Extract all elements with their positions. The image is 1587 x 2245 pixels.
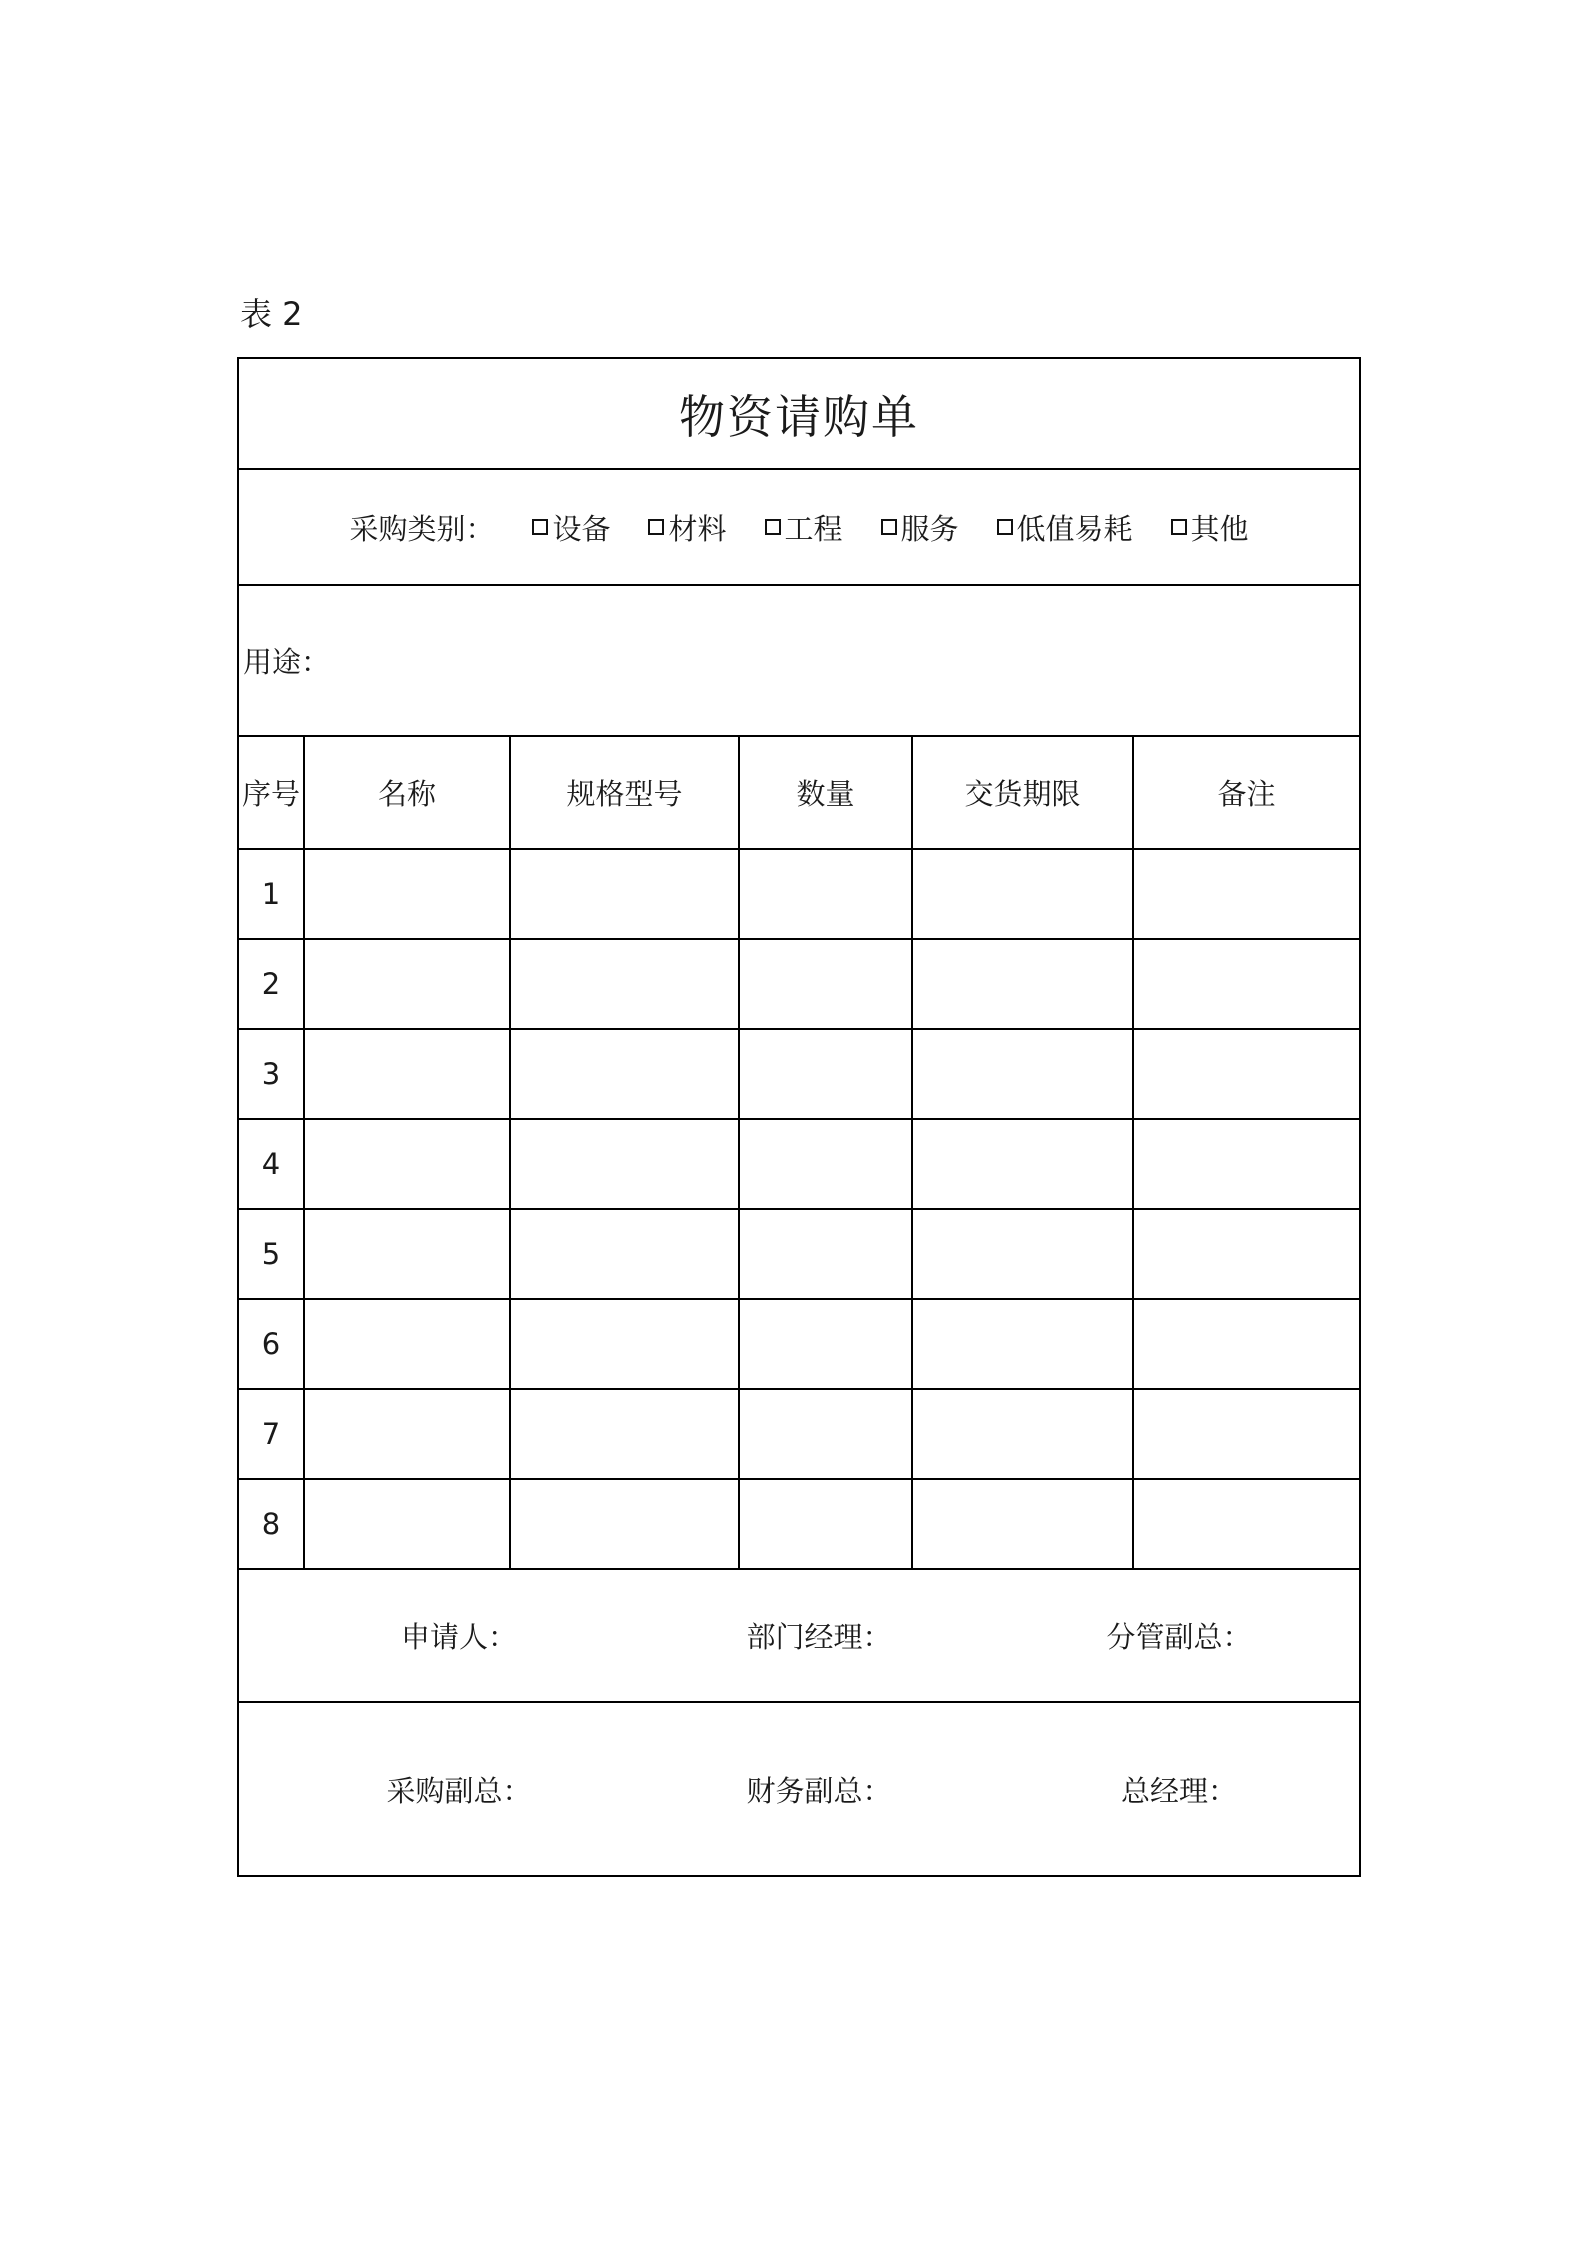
- category-option-other[interactable]: [1171, 507, 1249, 548]
- option-label: 低值易耗: [1016, 511, 1133, 546]
- cell-delivery[interactable]: [912, 1389, 1133, 1479]
- sig-general-manager-label: 总经理：: [1121, 1773, 1238, 1808]
- cell-note[interactable]: [1133, 1209, 1360, 1299]
- checkbox-icon[interactable]: [532, 519, 548, 535]
- cell-spec[interactable]: [510, 1479, 739, 1569]
- column-header-note: 备注: [1133, 736, 1360, 849]
- cell-quantity[interactable]: [739, 1029, 912, 1119]
- row-number: 2: [238, 939, 304, 1029]
- signature-cell-2[interactable]: [238, 1702, 1360, 1876]
- cell-delivery[interactable]: [912, 1299, 1133, 1389]
- cell-note[interactable]: [1133, 849, 1360, 939]
- table-row: [238, 1479, 1360, 1569]
- checkbox-icon[interactable]: [765, 519, 781, 535]
- title-row: [238, 358, 1360, 469]
- cell-delivery[interactable]: [912, 939, 1133, 1029]
- column-header-index: 序号: [238, 736, 304, 849]
- cell-quantity[interactable]: [739, 849, 912, 939]
- category-option-low-value-consumable[interactable]: [997, 507, 1133, 548]
- cell-delivery[interactable]: [912, 849, 1133, 939]
- requisition-form: [237, 357, 1361, 1877]
- row-number: 5: [238, 1209, 304, 1299]
- checkbox-icon[interactable]: [648, 519, 664, 535]
- cell-name[interactable]: [304, 849, 510, 939]
- option-label: 其他: [1190, 511, 1249, 546]
- table-label: 表 2: [240, 295, 303, 333]
- cell-delivery[interactable]: [912, 1209, 1133, 1299]
- table-row: [238, 1119, 1360, 1209]
- table-row: [238, 1209, 1360, 1299]
- cell-delivery[interactable]: [912, 1119, 1133, 1209]
- row-number: 8: [238, 1479, 304, 1569]
- checkbox-icon[interactable]: [1171, 519, 1187, 535]
- sig-purchasing-deputy-gm-label: 采购副总：: [386, 1773, 532, 1808]
- column-header-delivery: 交货期限: [912, 736, 1133, 849]
- category-option-material[interactable]: [648, 507, 726, 548]
- cell-note[interactable]: [1133, 1479, 1360, 1569]
- cell-spec[interactable]: [510, 1299, 739, 1389]
- sig-department-manager-label: 部门经理：: [746, 1620, 892, 1654]
- column-header-spec: 规格型号: [510, 736, 739, 849]
- row-number: 7: [238, 1389, 304, 1479]
- cell-quantity[interactable]: [739, 1299, 912, 1389]
- cell-note[interactable]: [1133, 1389, 1360, 1479]
- cell-spec[interactable]: [510, 1029, 739, 1119]
- signature-row-1: [238, 1569, 1360, 1702]
- table-header-row: [238, 736, 1360, 849]
- cell-name[interactable]: [304, 1119, 510, 1209]
- cell-spec[interactable]: [510, 1389, 739, 1479]
- cell-quantity[interactable]: [739, 939, 912, 1029]
- cell-spec[interactable]: [510, 1119, 739, 1209]
- category-option-service[interactable]: [881, 507, 959, 548]
- cell-quantity[interactable]: [739, 1479, 912, 1569]
- cell-note[interactable]: [1133, 939, 1360, 1029]
- cell-name[interactable]: [304, 1389, 510, 1479]
- cell-note[interactable]: [1133, 1119, 1360, 1209]
- cell-spec[interactable]: [510, 849, 739, 939]
- checkbox-icon[interactable]: [881, 519, 897, 535]
- option-label: 设备: [552, 511, 611, 546]
- option-label: 材料: [668, 511, 727, 546]
- cell-quantity[interactable]: [739, 1209, 912, 1299]
- cell-name[interactable]: [304, 1209, 510, 1299]
- purpose-label: 用途：: [243, 645, 331, 679]
- table-row: [238, 849, 1360, 939]
- row-number: 6: [238, 1299, 304, 1389]
- cell-name[interactable]: [304, 1299, 510, 1389]
- cell-quantity[interactable]: [739, 1389, 912, 1479]
- cell-name[interactable]: [304, 1029, 510, 1119]
- option-label: 服务: [900, 511, 959, 546]
- cell-spec[interactable]: [510, 939, 739, 1029]
- sig-finance-deputy-gm-label: 财务副总：: [746, 1773, 892, 1808]
- sig-applicant-label: 申请人：: [401, 1620, 518, 1654]
- category-option-engineering[interactable]: [765, 507, 843, 548]
- cell-quantity[interactable]: [739, 1119, 912, 1209]
- cell-note[interactable]: [1133, 1299, 1360, 1389]
- sig-deputy-gm-in-charge-label: 分管副总：: [1106, 1620, 1252, 1654]
- category-option-equipment[interactable]: [532, 507, 610, 548]
- cell-spec[interactable]: [510, 1209, 739, 1299]
- row-number: 1: [238, 849, 304, 939]
- form-title: 物资请购单: [679, 389, 920, 444]
- row-number: 3: [238, 1029, 304, 1119]
- table-row: [238, 939, 1360, 1029]
- checkbox-icon[interactable]: [997, 519, 1013, 535]
- signature-cell-1[interactable]: [238, 1569, 1360, 1702]
- table-row: [238, 1029, 1360, 1119]
- cell-delivery[interactable]: [912, 1029, 1133, 1119]
- purpose-row: [238, 585, 1360, 736]
- option-label: 工程: [784, 511, 843, 546]
- column-header-name: 名称: [304, 736, 510, 849]
- signature-row-2: [238, 1702, 1360, 1876]
- category-row: [238, 469, 1360, 585]
- purpose-cell[interactable]: [238, 585, 1360, 736]
- cell-name[interactable]: [304, 1479, 510, 1569]
- cell-note[interactable]: [1133, 1029, 1360, 1119]
- cell-delivery[interactable]: [912, 1479, 1133, 1569]
- table-row: [238, 1299, 1360, 1389]
- table-row: [238, 1389, 1360, 1479]
- row-number: 4: [238, 1119, 304, 1209]
- cell-name[interactable]: [304, 939, 510, 1029]
- column-header-quantity: 数量: [739, 736, 912, 849]
- category-label: 采购类别：: [349, 511, 495, 546]
